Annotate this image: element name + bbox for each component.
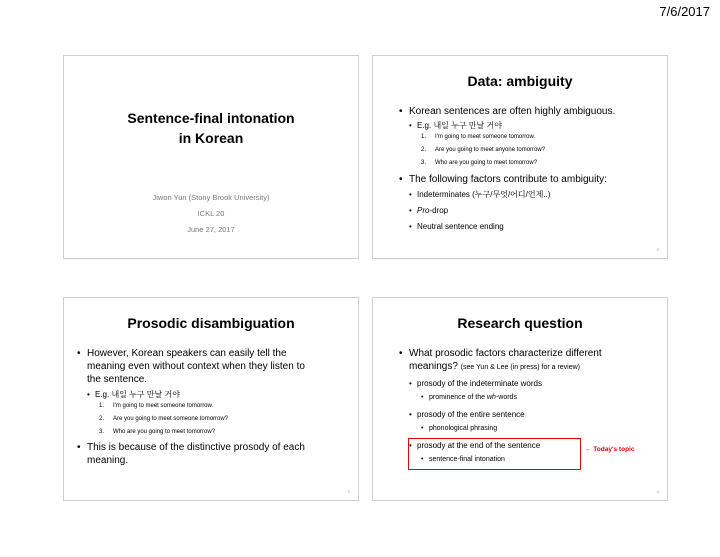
- title-line-2: in Korean: [178, 130, 244, 146]
- slide-4: [372, 297, 668, 501]
- slide-2-title: Data: ambiguity: [467, 73, 573, 89]
- title-line-1: Sentence-final intonation: [127, 110, 295, 126]
- factor-indeterminate-prosody: • prosody of the indeterminate words: [409, 378, 637, 389]
- page-number: 3: [347, 489, 350, 494]
- slide-4-title: Research question: [457, 315, 583, 331]
- factor-sentence-prosody: • prosody of the entire sentence: [409, 409, 637, 420]
- reading-1: 1. I'm going to meet someone tomorrow.: [421, 134, 536, 140]
- slide-1: [63, 55, 359, 259]
- slide-2-body: [399, 105, 659, 232]
- factor-prominence: • prominence of the wh-words: [421, 392, 637, 403]
- slide-2: [372, 55, 668, 259]
- conference: ICKL 20: [197, 209, 225, 218]
- bullet: • The following factors contribute to ambiguity:: [399, 173, 659, 186]
- header-date: 7/6/2017: [659, 4, 710, 19]
- factor-phrasing: • phonological phrasing: [421, 423, 637, 434]
- reading-3: 3. Who are you going to meet tomorrow?: [99, 429, 216, 435]
- bullet: • However, Korean speakers can easily tell the meaning even without context when they listen to the sentence.: [77, 347, 318, 386]
- page-number: 4: [656, 489, 659, 494]
- slide-3: [63, 297, 359, 501]
- topic-highlight-box: [408, 438, 581, 470]
- factor-indeterminates: • Indeterminates (누구/무엇/어디/언제..): [409, 189, 659, 200]
- factor-neutral-ending: • Neutral sentence ending: [409, 221, 659, 232]
- slide-1-title: [64, 108, 358, 148]
- page-number: 2: [656, 247, 659, 252]
- example: • E.g. 내일 누구 만날 거야: [409, 120, 659, 131]
- reading-3: 3. Who are you going to meet tomorrow?: [421, 160, 538, 166]
- bullet: • This is because of the distinctive prosody of each meaning.: [77, 441, 318, 467]
- reading-2: 2. Are you going to meet anyone tomorrow?: [421, 147, 546, 153]
- slide-3-body: [77, 347, 318, 467]
- todays-topic-label: ← Today's topic: [585, 446, 635, 453]
- factor-final-intonation: • sentence-final intonation: [421, 454, 637, 465]
- bullet: • Korean sentences are often highly ambiguous.: [399, 105, 659, 118]
- reading-1: 1. I'm going to meet someone tomorrow.: [99, 403, 214, 409]
- bullet: • What prosodic factors characterize different meanings? (see Yun & Lee (in press) for a review): [399, 347, 637, 374]
- slide-3-title: Prosodic disambiguation: [127, 315, 295, 331]
- example: • E.g. 내일 누구 만날 거야: [87, 389, 318, 400]
- factor-final-prosody: • prosody at the end of the sentence: [409, 440, 637, 451]
- author: Jiwon Yun (Stony Brook University): [152, 193, 270, 202]
- factor-pro-drop: • Pro-drop: [409, 205, 659, 216]
- reading-2: 2. Are you going to meet someone tomorrow?: [99, 416, 229, 422]
- presentation-date: June 27, 2017: [187, 225, 235, 234]
